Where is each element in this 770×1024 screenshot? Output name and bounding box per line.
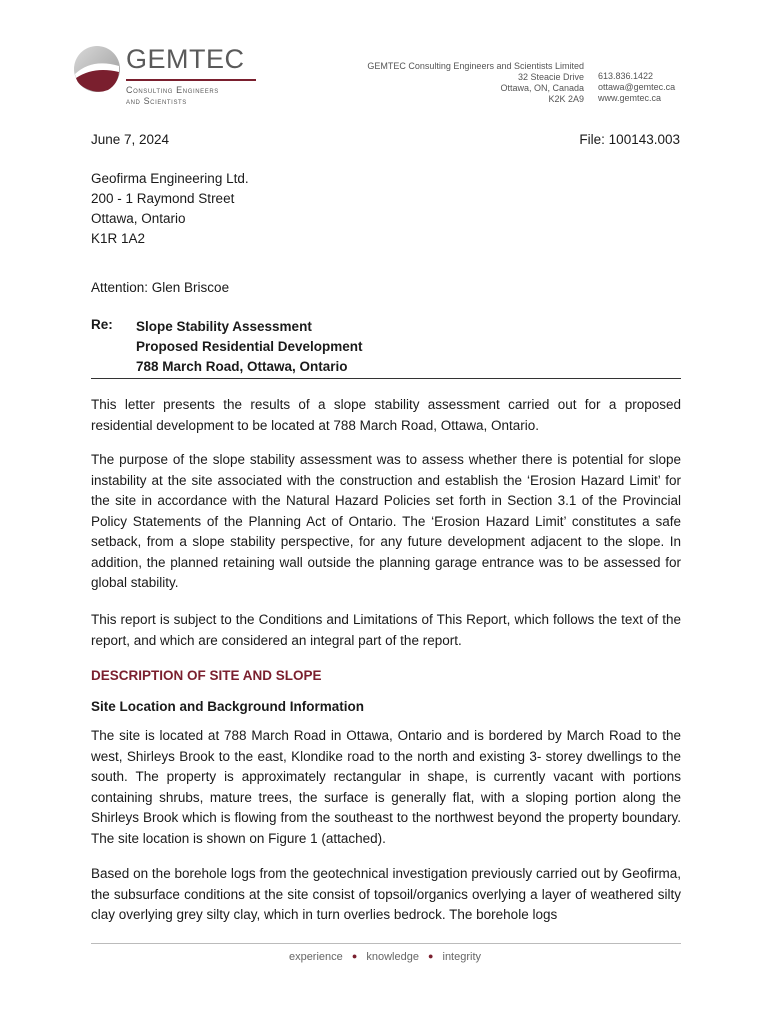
company-city: Ottawa, ON, Canada	[500, 83, 584, 93]
subject-divider	[91, 378, 681, 379]
logo-tagline-1: Consulting Engineers	[126, 85, 219, 95]
bullet-dot-icon: ●	[351, 951, 358, 961]
site-location-paragraph: The site is located at 788 March Road in Ottawa, Ontario and is bordered by March Road to the west, Shirleys Brook to the east, Klondike road to the north and existing 3- storey dwellings to the south. The property is approximately rectangular in shape, is currently vacant with portions containing shrubs, mature trees, the surface is generally flat, with a sloping portion along the Shirleys Brook which is flowing from the southeast to the northwest beyond the property boundary. The site location is shown on Figure 1 (attached).	[91, 728, 681, 846]
logo-rule	[126, 79, 256, 81]
company-street: 32 Steacie Drive	[517, 72, 584, 82]
company-contact	[598, 71, 675, 104]
company-name: GEMTEC Consulting Engineers and Scientists Limited	[367, 61, 584, 71]
footer-tagline	[0, 951, 770, 963]
footer-word-knowledge: knowledge	[366, 951, 419, 963]
subject-line-2: Proposed Residential Development	[136, 339, 363, 354]
company-postal: K2K 2A9	[548, 94, 584, 104]
recipient-postal: K1R 1A2	[91, 231, 146, 246]
recipient-city: Ottawa, Ontario	[91, 211, 186, 226]
subsurface-paragraph: Based on the borehole logs from the geotechnical investigation previously carried out by Geofirma, the subsurface conditions at the site consist of topsoil/organics overlying a layer of weathered silty clay overlying grey silty clay, which in turn overlies bedrock. The borehole logs	[91, 866, 681, 922]
footer-word-integrity: integrity	[442, 951, 482, 963]
intro-paragraph: This letter presents the results of a slope stability assessment carried out for a proposed residential development to be located at 788 March Road, Ottawa, Ontario.	[91, 397, 681, 433]
company-email: ottawa@gemtec.ca	[598, 82, 676, 92]
letter-date: June 7, 2024	[91, 132, 170, 147]
subject-line-1: Slope Stability Assessment	[136, 319, 312, 334]
section-heading: DESCRIPTION OF SITE AND SLOPE	[91, 668, 322, 683]
footer-divider	[91, 943, 681, 944]
footer-word-experience: experience	[288, 951, 343, 963]
company-website: www.gemtec.ca	[598, 93, 662, 103]
gemtec-sphere-icon	[72, 44, 122, 94]
recipient-company: Geofirma Engineering Ltd.	[91, 171, 249, 186]
attention-line: Attention: Glen Briscoe	[91, 280, 230, 295]
re-label: Re:	[91, 317, 113, 332]
bullet-dot-icon: ●	[428, 951, 434, 961]
company-address	[367, 61, 584, 105]
file-number: File: 100143.003	[579, 132, 680, 147]
logo-tagline-2: and Scientists	[126, 96, 187, 106]
recipient-street: 200 - 1 Raymond Street	[91, 191, 235, 206]
recipient-address	[91, 169, 249, 249]
purpose-paragraph: The purpose of the slope stability assessment was to assess whether there is potential for slope instability at the site associated with the construction and establish the ‘Erosion Hazard Limit’ for the site in accordance with the Natural Hazard Policies set forth in Section 3.1 of the Provincial Policy Statements of the Planning Act of Ontario. The ‘Erosion Hazard Limit’ constitutes a safe setback, from a slope stability perspective, for any future development adjacent to the slope. In addition, the planned retaining wall outside the planning garage entrance was to be assessed for global stability.	[91, 452, 681, 590]
conditions-paragraph: This report is subject to the Conditions and Limitations of This Report, which follows the text of the report, and which are considered an integral part of the report.	[91, 612, 681, 648]
gemtec-logo	[72, 44, 272, 110]
subject-line-3: 788 March Road, Ottawa, Ontario	[136, 359, 348, 374]
sub-heading: Site Location and Background Information	[91, 699, 365, 714]
subject-lines	[136, 317, 363, 377]
logo-wordmark: GEMTEC	[126, 44, 245, 74]
company-phone: 613.836.1422	[598, 71, 654, 81]
